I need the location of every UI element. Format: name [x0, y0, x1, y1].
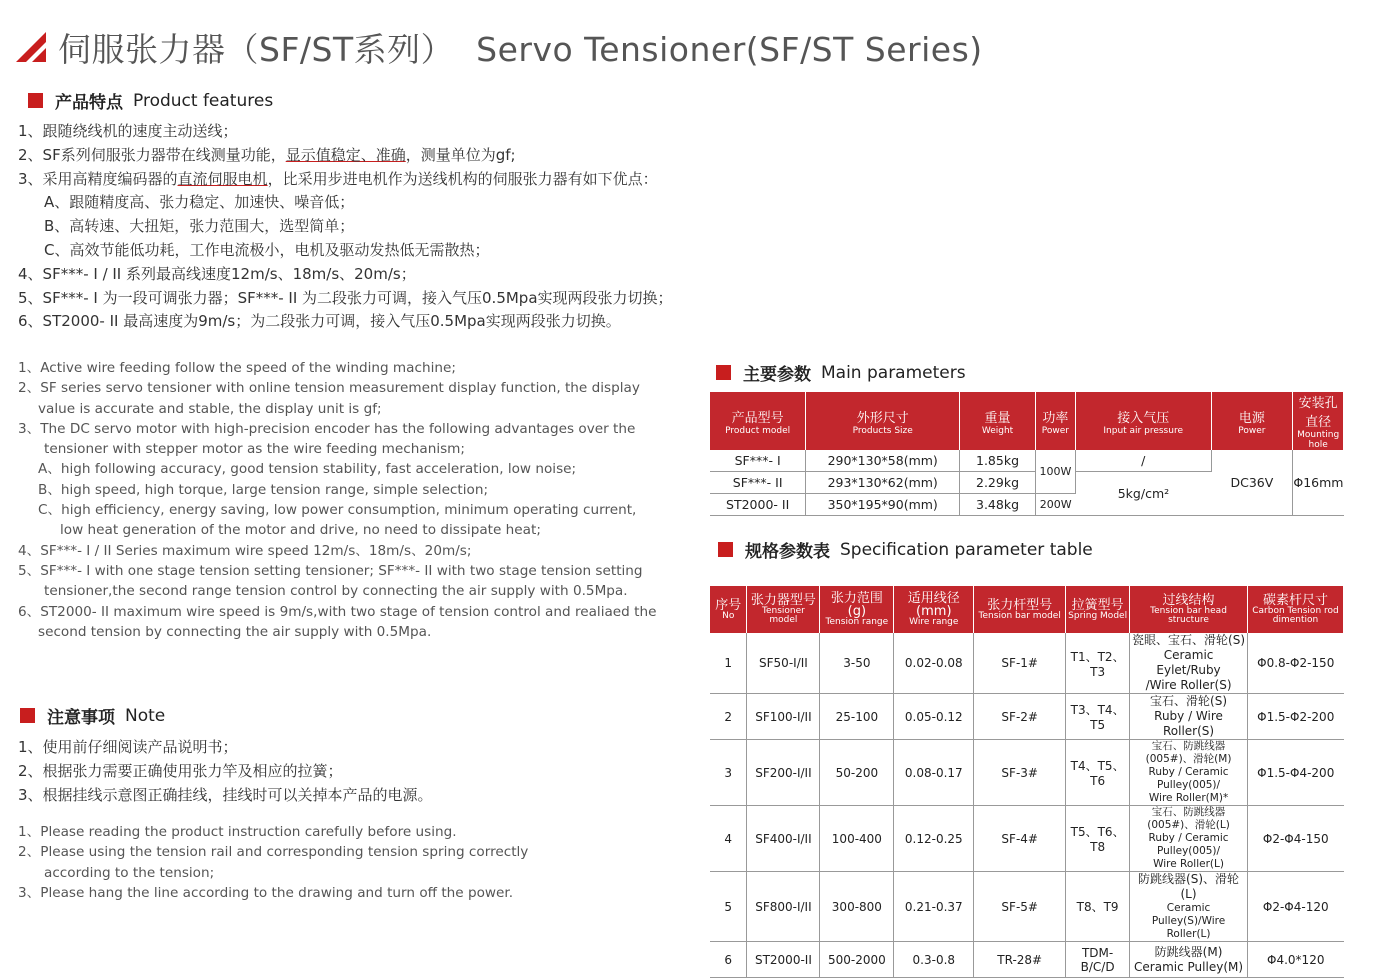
note-heading-en: Note [125, 705, 166, 726]
list-item: according to the tension; [44, 864, 215, 881]
table-cell: 宝石、滑轮(S) Ruby / Wire Roller(S) [1130, 694, 1248, 740]
table-cell: Φ2-Φ4-150 [1248, 806, 1344, 872]
table-cell: SF400-I/II [747, 806, 820, 872]
table-cell: 3 [710, 740, 747, 806]
features-zh-list [18, 120, 673, 334]
table-header-row [710, 586, 1344, 633]
table-row [710, 806, 1344, 872]
table-cell: 0.08-0.17 [894, 740, 974, 806]
table-cell: 0.3-0.8 [894, 942, 974, 978]
table-row [710, 872, 1344, 942]
list-item: 1、使用前仔细阅读产品说明书； [18, 738, 238, 756]
section-marker-icon [28, 93, 43, 108]
column-header: 适用线径 (mm) Wire range [894, 586, 974, 633]
table-cell: SF800-I/II [747, 872, 820, 942]
table-cell: 200W [1035, 494, 1075, 516]
section-marker-icon [20, 708, 35, 723]
column-header: 过线结构 Tension bar head structure [1130, 586, 1248, 633]
note-en-list [18, 822, 528, 903]
table-cell: Φ4.0*120 [1248, 942, 1344, 978]
spec-table [710, 586, 1344, 978]
features-heading [28, 88, 273, 113]
table-cell: 0.12-0.25 [894, 806, 974, 872]
table-cell: SF100-I/II [747, 694, 820, 740]
table-cell: 1.85kg [960, 450, 1036, 472]
list-item: 1、跟随绕线机的速度主动送线； [18, 122, 238, 140]
table-cell: SF-1# [974, 633, 1066, 694]
table-cell: 0.05-0.12 [894, 694, 974, 740]
list-item: 5、SF***- I with one stage tension setting tensioner; SF***- II with two stage tension setting [18, 562, 643, 579]
table-cell: 瓷眼、宝石、滑轮(S) Ceramic Eylet/Ruby /Wire Roller(S) [1130, 633, 1248, 694]
table-cell: 300-800 [820, 872, 894, 942]
column-header: 外形尺寸 Products Size [806, 392, 960, 450]
list-item: 5、SF***- I 为一段可调张力器；SF***- II 为二段张力可调，接入气压0.5Mpa实现两段张力切换； [18, 288, 673, 307]
page-header [14, 22, 983, 72]
table-cell: 5kg/cm² [1075, 472, 1211, 516]
list-item: 3、采用高精度编码器的直流伺服电机，比采用步进电机作为送线机构的伺服张力器有如下优点： [18, 169, 658, 188]
table-cell: T5、T6、T8 [1066, 806, 1130, 872]
table-cell: 100-400 [820, 806, 894, 872]
table-cell: 293*130*62(mm) [806, 472, 960, 494]
column-header: 安装孔直径 Mounting hole [1293, 392, 1344, 450]
table-cell: 0.02-0.08 [894, 633, 974, 694]
column-header: 接入气压 Input air pressure [1075, 392, 1211, 450]
list-item: 2、SF系列伺服张力器带在线测量功能，显示值稳定、准确，测量单位为gf; [18, 145, 516, 164]
table-row [710, 740, 1344, 806]
main-params-heading-zh: 主要参数 [743, 365, 811, 385]
column-header: 重量 Weight [960, 392, 1036, 450]
table-cell: Φ16mm [1293, 450, 1344, 516]
table-cell: SF-2# [974, 694, 1066, 740]
table-cell: 100W [1035, 450, 1075, 494]
table-cell: Φ1.5-Φ2-200 [1248, 694, 1344, 740]
table-cell: Φ2-Φ4-120 [1248, 872, 1344, 942]
list-item: A、跟随精度高、张力稳定、加速快、噪音低； [44, 193, 355, 212]
table-row [710, 694, 1344, 740]
main-params-table [710, 392, 1344, 516]
spec-heading-en: Specification parameter table [840, 539, 1093, 560]
table-cell: 2.29kg [960, 472, 1036, 494]
table-cell: 50-200 [820, 740, 894, 806]
features-en-list [18, 358, 656, 642]
table-header-row [710, 392, 1344, 450]
main-params-heading-en: Main parameters [821, 362, 966, 383]
table-cell: SF***- I [710, 450, 806, 472]
list-item: 4、SF***- I / II 系列最高线速度12m/s、18m/s、20m/s； [18, 264, 416, 283]
note-heading [20, 703, 165, 728]
features-heading-en: Product features [133, 90, 274, 111]
section-marker-icon [718, 542, 733, 557]
list-item: 2、Please using the tension rail and corresponding tension spring correctly [18, 844, 529, 861]
table-cell: 6 [710, 942, 747, 978]
note-zh-list [18, 736, 433, 807]
table-cell: ST2000- II [710, 494, 806, 516]
table-cell: SF***- II [710, 472, 806, 494]
list-item: 1、Please reading the product instruction carefully before using. [18, 824, 457, 840]
list-item: 6、ST2000- II maximum wire speed is 9m/s,with two stage of tension control and realiaed the [18, 603, 657, 620]
list-item: 4、SF***- I / II Series maximum wire speed 12m/s、18m/s、20m/s; [18, 542, 472, 559]
list-item: B、high speed, high torque, large tension range, simple selection; [38, 481, 489, 498]
table-cell: SF-4# [974, 806, 1066, 872]
logo-icon [14, 30, 48, 64]
table-cell: T8、T9 [1066, 872, 1130, 942]
table-cell: DC36V [1211, 450, 1293, 516]
table-cell: TDM-B/C/D [1066, 942, 1130, 978]
list-item: C、高效节能低功耗，工作电流极小，电机及驱动发热低无需散热； [44, 240, 490, 259]
column-header: 序号 No [710, 586, 747, 633]
list-item: tensioner,the second range tension control by connecting the air supply with 0.5Mpa. [44, 583, 628, 600]
spec-heading [718, 537, 1093, 562]
main-params-heading [716, 360, 966, 385]
list-item: A、high following accuracy, good tension stability, fast acceleration, low noise; [38, 461, 577, 478]
list-item: 3、根据挂线示意图正确挂线，挂线时可以关掉本产品的电源。 [18, 785, 433, 804]
list-item: 2、根据张力需要正确使用张力竿及相应的拉簧； [18, 761, 343, 780]
list-item: 6、ST2000- II 最高速度为9m/s；为二段张力可调，接入气压0.5Mpa实现两段张力切换。 [18, 312, 621, 331]
column-header: 张力杆型号 Tension bar model [974, 586, 1066, 633]
table-cell: 5 [710, 872, 747, 942]
column-header: 张力范围 (g) Tension range [820, 586, 894, 633]
list-item: C、high efficiency, energy saving, low power consumption, minimum operating current, [38, 502, 637, 519]
column-header: 产品型号 Product model [710, 392, 806, 450]
list-item: 2、SF series servo tensioner with online tension measurement display function, the display [18, 380, 640, 397]
table-cell: 500-2000 [820, 942, 894, 978]
column-header: 张力器型号 Tensioner model [747, 586, 820, 633]
page-title: 伺服张力器（SF/ST系列） Servo Tensioner(SF/ST Series) [58, 29, 983, 69]
note-heading-zh: 注意事项 [47, 708, 115, 728]
table-cell: SF50-I/II [747, 633, 820, 694]
table-cell: TR-28# [974, 942, 1066, 978]
section-marker-icon [716, 365, 731, 380]
table-cell: T4、T5、T6 [1066, 740, 1130, 806]
table-row [710, 942, 1344, 978]
table-cell: T3、T4、T5 [1066, 694, 1130, 740]
list-item: low heat generation of the motor and drive, no need to dissipate heat; [60, 522, 541, 539]
list-item: B、高转速、大扭矩，张力范围大，选型简单； [44, 217, 355, 236]
table-cell: 3.48kg [960, 494, 1036, 516]
column-header: 电源 Power [1211, 392, 1293, 450]
spec-heading-zh: 规格参数表 [745, 542, 830, 562]
column-header: 碳素杆尺寸 Carbon Tension rod dimention [1248, 586, 1344, 633]
table-row [710, 450, 1344, 472]
list-item: value is accurate and stable, the display unit is gf; [38, 400, 382, 417]
table-cell: 4 [710, 806, 747, 872]
table-cell: SF200-I/II [747, 740, 820, 806]
features-heading-zh: 产品特点 [55, 93, 123, 113]
table-cell: 350*195*90(mm) [806, 494, 960, 516]
table-cell: 2 [710, 694, 747, 740]
table-cell: 3-50 [820, 633, 894, 694]
list-item: 3、Please hang the line according to the drawing and turn off the power. [18, 884, 514, 901]
table-cell: 1 [710, 633, 747, 694]
list-item: tensioner with stepper motor as the wire feeding mechanism; [44, 441, 465, 458]
list-item: second tension by connecting the air supply with 0.5Mpa. [38, 623, 432, 640]
list-item: 1、Active wire feeding follow the speed of the winding machine; [18, 360, 456, 376]
table-cell: 宝石、防跳线器(005#)、滑轮(L) Ruby / Ceramic Pulley(005)/ Wire Roller(L) [1130, 806, 1248, 872]
table-cell: Φ0.8-Φ2-150 [1248, 633, 1344, 694]
table-row [710, 633, 1344, 694]
table-cell: 防跳线器(M) Ceramic Pulley(M) [1130, 942, 1248, 978]
table-cell: / [1075, 450, 1211, 472]
table-cell: Φ1.5-Φ4-200 [1248, 740, 1344, 806]
table-cell: 防跳线器(S)、滑轮(L) Ceramic Pulley(S)/Wire Roller(L) [1130, 872, 1248, 942]
table-cell: SF-3# [974, 740, 1066, 806]
table-cell: 25-100 [820, 694, 894, 740]
column-header: 功率 Power [1035, 392, 1075, 450]
table-cell: 宝石、防跳线器(005#)、滑轮(M) Ruby / Ceramic Pulley(005)/ Wire Roller(M)* [1130, 740, 1248, 806]
list-item: 3、The DC servo motor with high-precision encoder has the following advantages over the [18, 420, 636, 437]
table-cell: T1、T2、T3 [1066, 633, 1130, 694]
table-cell: SF-5# [974, 872, 1066, 942]
column-header: 拉簧型号 Spring Model [1066, 586, 1130, 633]
table-cell: 0.21-0.37 [894, 872, 974, 942]
table-cell: ST2000-II [747, 942, 820, 978]
table-cell: 290*130*58(mm) [806, 450, 960, 472]
